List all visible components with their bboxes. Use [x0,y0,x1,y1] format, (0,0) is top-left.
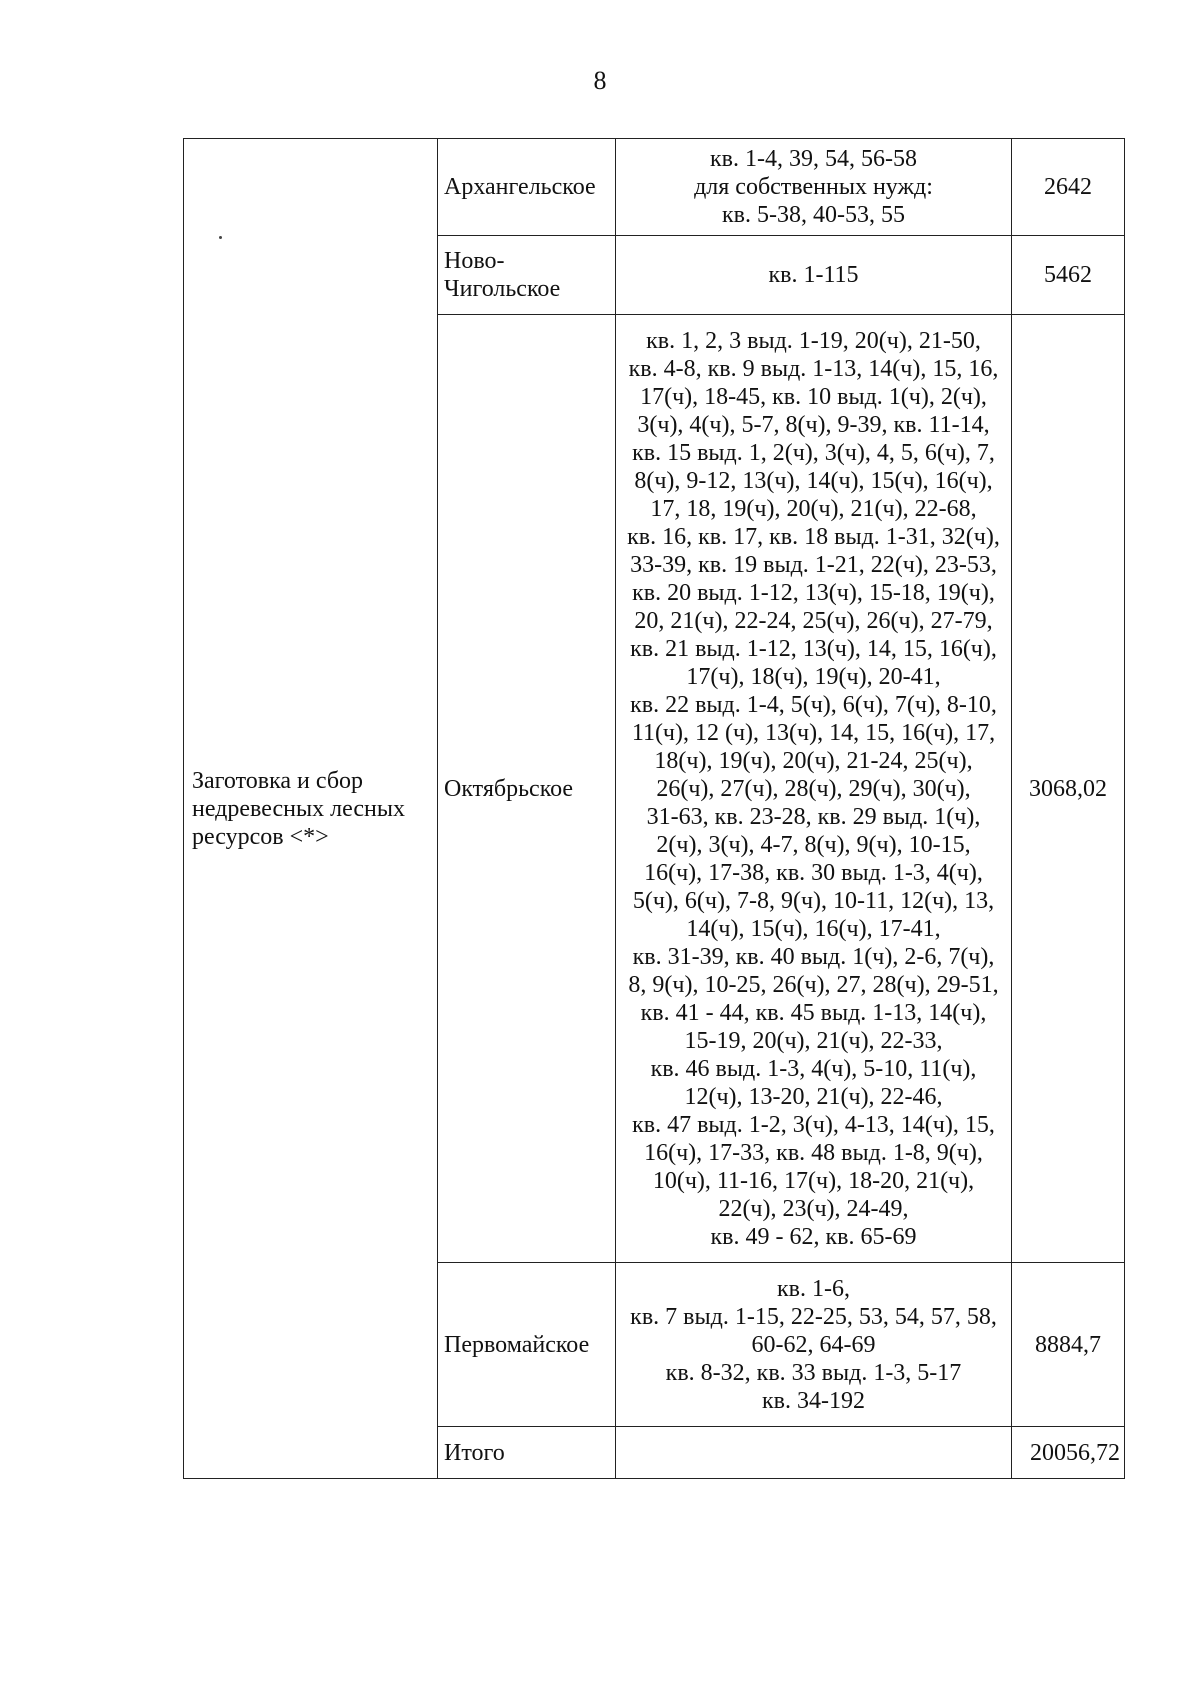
quarters-line: для собственных нужд: [694,174,933,200]
quarters-line: 33-39, кв. 19 выд. 1-21, 22(ч), 23-53, [630,551,997,578]
quarters-line: 17, 18, 19(ч), 20(ч), 21(ч), 22-68, [650,495,977,522]
area-value: 2642 [1012,139,1125,236]
quarters-line: кв. 21 выд. 1-12, 13(ч), 14, 15, 16(ч), [630,635,997,662]
quarters-line: кв. 31-39, кв. 40 выд. 1(ч), 2-6, 7(ч), [632,943,995,970]
quarters-line: кв. 1-6, [777,1275,850,1302]
quarters-cell [616,315,1012,1263]
quarters-line: 14(ч), 15(ч), 16(ч), 17-41, [686,915,941,942]
quarters-cell [616,1263,1012,1427]
activity-line: ресурсов <*> [192,823,329,850]
forestry-name: Архангельское [438,139,616,236]
area-value: 8884,7 [1012,1263,1125,1427]
quarters-line: кв. 1-4, 39, 54, 56-58 [710,146,917,172]
activity-cell [184,139,438,1479]
quarters-line: кв. 4-8, кв. 9 выд. 1-13, 14(ч), 15, 16, [628,355,999,382]
total-quarters [616,1427,1012,1479]
quarters-line: 11(ч), 12 (ч), 13(ч), 14, 15, 16(ч), 17, [631,719,996,746]
forestry-name-line: Ново- [444,248,505,274]
total-area-value: 20056,72 [1012,1427,1125,1479]
quarters-line: 10(ч), 11-16, 17(ч), 18-20, 21(ч), [652,1167,975,1194]
forestry-name: Первомайское [438,1263,616,1427]
quarters-line: кв. 7 выд. 1-15, 22-25, 53, 54, 57, 58, [630,1303,997,1330]
activity-line: Заготовка и сбор [192,767,364,794]
quarters-line: 16(ч), 17-33, кв. 48 выд. 1-8, 9(ч), [644,1139,983,1166]
quarters-line: 22(ч), 23(ч), 24-49, [718,1195,909,1222]
quarters-line: кв. 49 - 62, кв. 65-69 [710,1223,917,1250]
quarters-line: 17(ч), 18(ч), 19(ч), 20-41, [686,663,941,690]
quarters-line: кв. 34-192 [762,1387,865,1414]
forestry-name-line: Чигольское [444,276,561,302]
quarters-line: 18(ч), 19(ч), 20(ч), 21-24, 25(ч), [654,747,973,774]
quarters-line: 5(ч), 6(ч), 7-8, 9(ч), 10-11, 12(ч), 13, [632,887,995,914]
quarters-line: 26(ч), 27(ч), 28(ч), 29(ч), 30(ч), [656,775,971,802]
quarters-cell [616,139,1012,236]
quarters-line: кв. 16, кв. 17, кв. 18 выд. 1-31, 32(ч), [627,523,1000,550]
quarters-line: кв. 15 выд. 1, 2(ч), 3(ч), 4, 5, 6(ч), 7, [632,439,995,466]
quarters-line: 16(ч), 17-38, кв. 30 выд. 1-3, 4(ч), [644,859,983,886]
quarters-line: 8, 9(ч), 10-25, 26(ч), 27, 28(ч), 29-51, [628,971,999,998]
quarters-line: кв. 5-38, 40-53, 55 [722,202,905,228]
area-value: 3068,02 [1012,315,1125,1263]
quarters-line: кв. 22 выд. 1-4, 5(ч), 6(ч), 7(ч), 8-10, [630,691,997,718]
quarters-line: 31-63, кв. 23-28, кв. 29 выд. 1(ч), [646,803,981,830]
forestry-name: Октябрьское [438,315,616,1263]
quarters-line: 60-62, 64-69 [751,1331,876,1358]
quarters-line: кв. 46 выд. 1-3, 4(ч), 5-10, 11(ч), [650,1055,977,1082]
area-value: 5462 [1012,236,1125,315]
forest-resources-table [183,138,1125,1479]
quarters-line: 3(ч), 4(ч), 5-7, 8(ч), 9-39, кв. 11-14, [637,411,990,438]
quarters-cell [616,236,1012,315]
quarters-line: кв. 41 - 44, кв. 45 выд. 1-13, 14(ч), [640,999,987,1026]
quarters-line: 2(ч), 3(ч), 4-7, 8(ч), 9(ч), 10-15, [656,831,971,858]
forestry-name [438,236,616,315]
quarters-line: 20, 21(ч), 22-24, 25(ч), 26(ч), 27-79, [634,607,993,634]
total-label: Итого [438,1427,616,1479]
quarters-line: кв. 47 выд. 1-2, 3(ч), 4-13, 14(ч), 15, [632,1111,995,1138]
quarters-line: кв. 8-32, кв. 33 выд. 1-3, 5-17 [665,1359,962,1386]
quarters-line: 8(ч), 9-12, 13(ч), 14(ч), 15(ч), 16(ч), [634,467,993,494]
activity-line: недревесных лесных [192,795,405,822]
table-row [184,139,1125,236]
page-number: 8 [593,66,607,95]
quarters-line: кв. 1-115 [768,262,859,288]
quarters-line: кв. 1, 2, 3 выд. 1-19, 20(ч), 21-50, [646,327,981,354]
quarters-line: 12(ч), 13-20, 21(ч), 22-46, [684,1083,943,1110]
quarters-line: 17(ч), 18-45, кв. 10 выд. 1(ч), 2(ч), [640,383,987,410]
quarters-line: 15-19, 20(ч), 21(ч), 22-33, [684,1027,943,1054]
quarters-line: кв. 20 выд. 1-12, 13(ч), 15-18, 19(ч), [632,579,995,606]
